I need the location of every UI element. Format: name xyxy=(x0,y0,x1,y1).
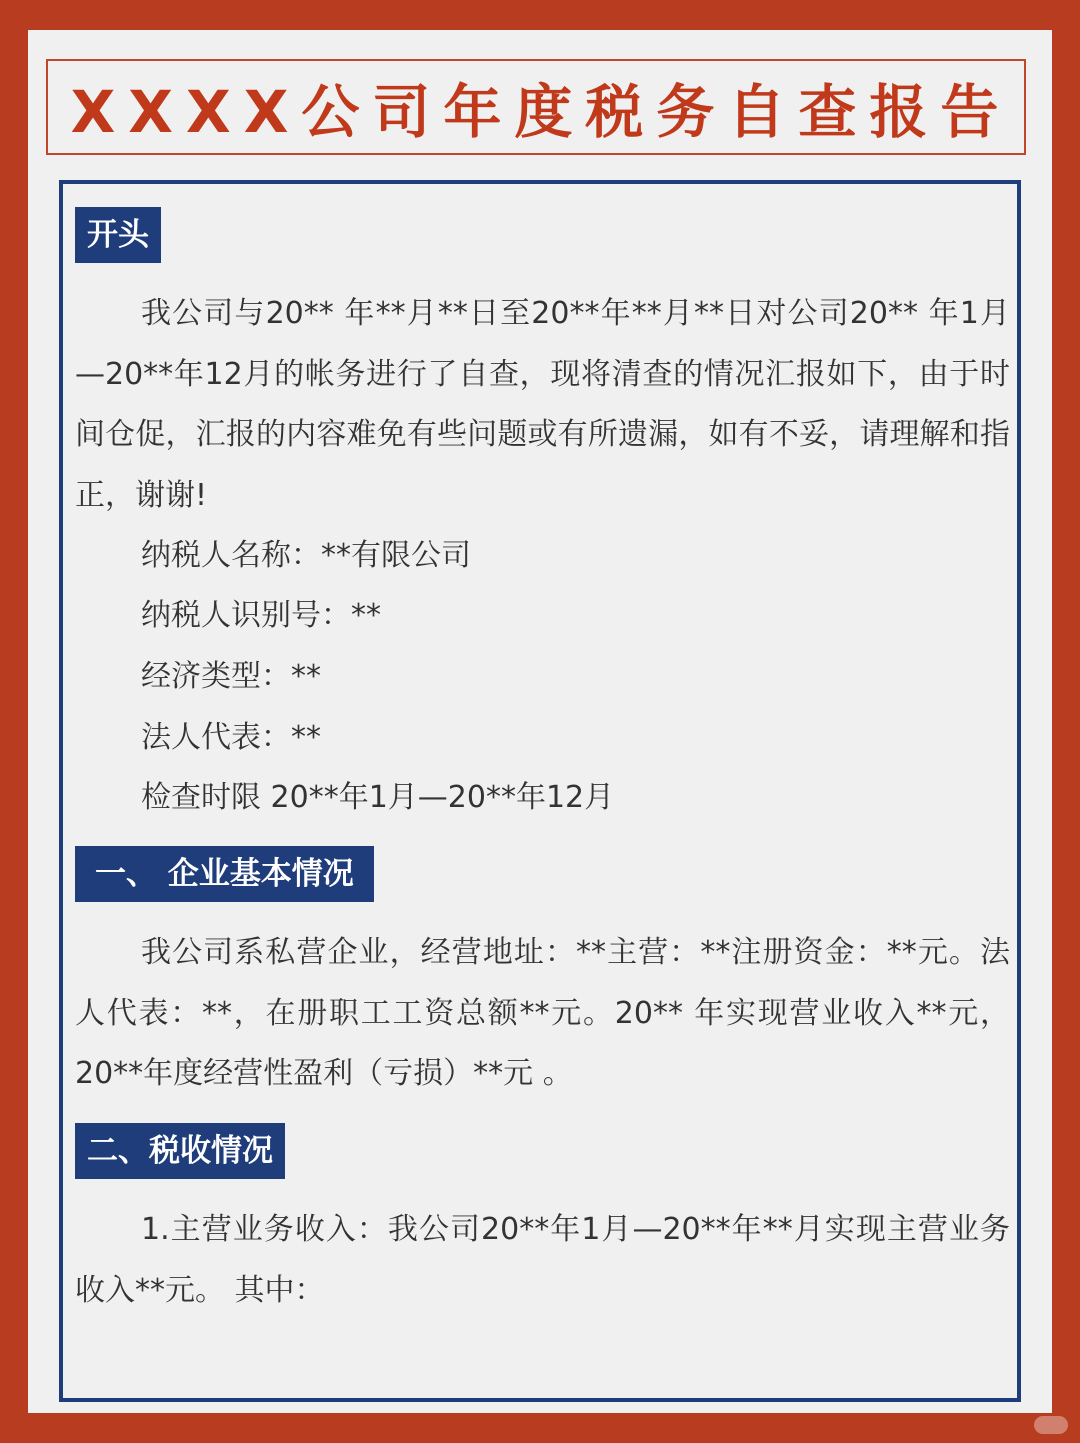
section-heading-intro: 开头 xyxy=(75,207,161,263)
field-taxpayer-id: 纳税人识别号：** xyxy=(141,598,381,633)
basic-paragraph: 我公司系私营企业，经营地址：**主营：**注册资金：**元。法人代表：**，在册职工工资总额**元。20** 年实现营业收入**元， 20**年度经营性盈利（亏损）**元 。 xyxy=(75,935,1010,1091)
tax-paragraph: 1.主营业务收入：我公司20**年1月—20**年**月实现主营业务收入**元。 其中： xyxy=(75,1212,1010,1308)
field-taxpayer-name: 纳税人名称：**有限公司 xyxy=(141,538,471,573)
field-economic-type: 经济类型：** xyxy=(141,659,321,694)
watermark-badge xyxy=(1034,1416,1068,1434)
intro-paragraph: 我公司与20** 年**月**日至20**年**月**日对公司20** 年1月—20**年12月的帐务进行了自查，现将清查的情况汇报如下，由于时间仓促，汇报的内容难免有些问题或有所遗漏，如有不妥，请理解和指正，谢谢! xyxy=(75,296,1010,513)
report-title: XXXX公司年度税务自查报告 xyxy=(70,78,1012,146)
content-frame xyxy=(59,180,1021,1402)
title-frame xyxy=(46,59,1026,155)
section-heading-basic: 一、 企业基本情况 xyxy=(75,846,374,902)
field-legal-representative: 法人代表：** xyxy=(141,720,321,755)
section-heading-tax: 二、税收情况 xyxy=(75,1123,285,1179)
report-sheet xyxy=(28,30,1052,1413)
field-inspection-period: 检查时限 20**年1月—20**年12月 xyxy=(141,780,615,815)
